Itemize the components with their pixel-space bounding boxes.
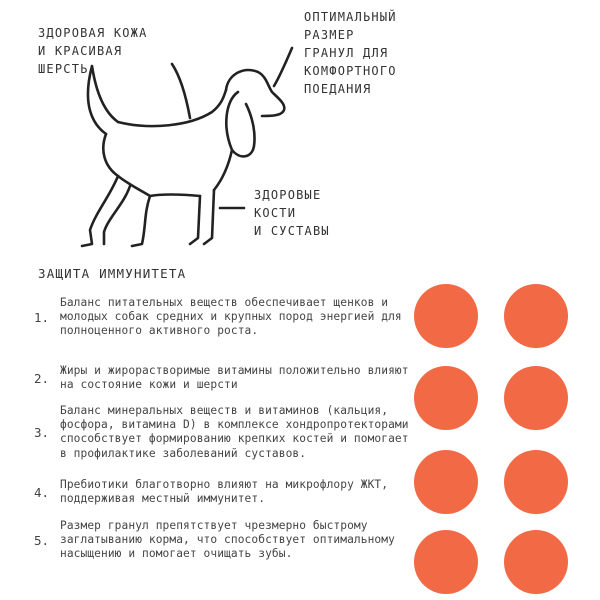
- list-item: [34, 404, 410, 461]
- dog-hind-leg-2: [82, 176, 118, 246]
- list-item: [34, 478, 410, 506]
- item-number: 1.: [34, 309, 50, 325]
- list-item: [34, 519, 410, 562]
- item-text: Размер гранул препятствует чрезмерно быстрому заглатыванию корма, что способствует оптимальному насыщению и помогает очищать зубы.: [60, 519, 395, 561]
- granule-dot: [414, 284, 478, 348]
- dog-back: [118, 90, 226, 126]
- item-text: Пребиотики благотворно влияют на микрофлору ЖКТ, поддерживая местный иммунитет.: [60, 478, 389, 506]
- dog-front-leg-2: [190, 196, 200, 244]
- dog-chest: [214, 150, 232, 190]
- granule-dot: [504, 366, 568, 430]
- dog-belly: [150, 195, 200, 197]
- label-skin-coat: ЗДОРОВАЯ КОЖА И КРАСИВАЯ ШЕРСТЬ: [38, 26, 148, 76]
- granule-dot: [504, 450, 568, 514]
- label-bones-joints: ЗДОРОВЫЕ КОСТИ И СУСТАВЫ: [254, 188, 330, 238]
- list-item: [34, 296, 410, 339]
- dog-ear: [226, 92, 254, 156]
- granule-dot: [414, 366, 478, 430]
- item-text: Баланс минеральных веществ и витаминов (кальция, фосфора, витамина D) в комплексе хондропротекторами способствует формированию крепких костей и помогает в профилактике заболеваний суставов.: [60, 404, 409, 460]
- granule-dot: [504, 284, 568, 348]
- label-granule-size: ОПТИМАЛЬНЫЙ РАЗМЕР ГРАНУЛ ДЛЯ КОМФОРТНОГО ПОЕДАНИЯ: [304, 10, 397, 96]
- granule-dot: [504, 530, 568, 594]
- item-text: Баланс питательных веществ обеспечивает щенков и молодых собак средних и крупных пород энергией для полноценного активного роста.: [60, 296, 402, 338]
- item-number: 2.: [34, 370, 50, 386]
- item-number: 3.: [34, 424, 50, 440]
- granule-dot: [414, 530, 478, 594]
- item-number: 4.: [34, 484, 50, 500]
- pointer-granule: [274, 48, 292, 86]
- granule-dot: [414, 450, 478, 514]
- dog-front-leg-1: [204, 190, 214, 244]
- dog-hind-leg-1: [132, 196, 150, 246]
- item-number: 5.: [34, 532, 50, 548]
- list-item: [34, 364, 410, 392]
- dog-rear: [103, 134, 150, 196]
- immunity-title: ЗАЩИТА ИММУНИТЕТА: [38, 266, 187, 281]
- item-text: Жиры и жирорастворимые витамины положительно влияют на состояние кожи и шерсти: [60, 364, 409, 392]
